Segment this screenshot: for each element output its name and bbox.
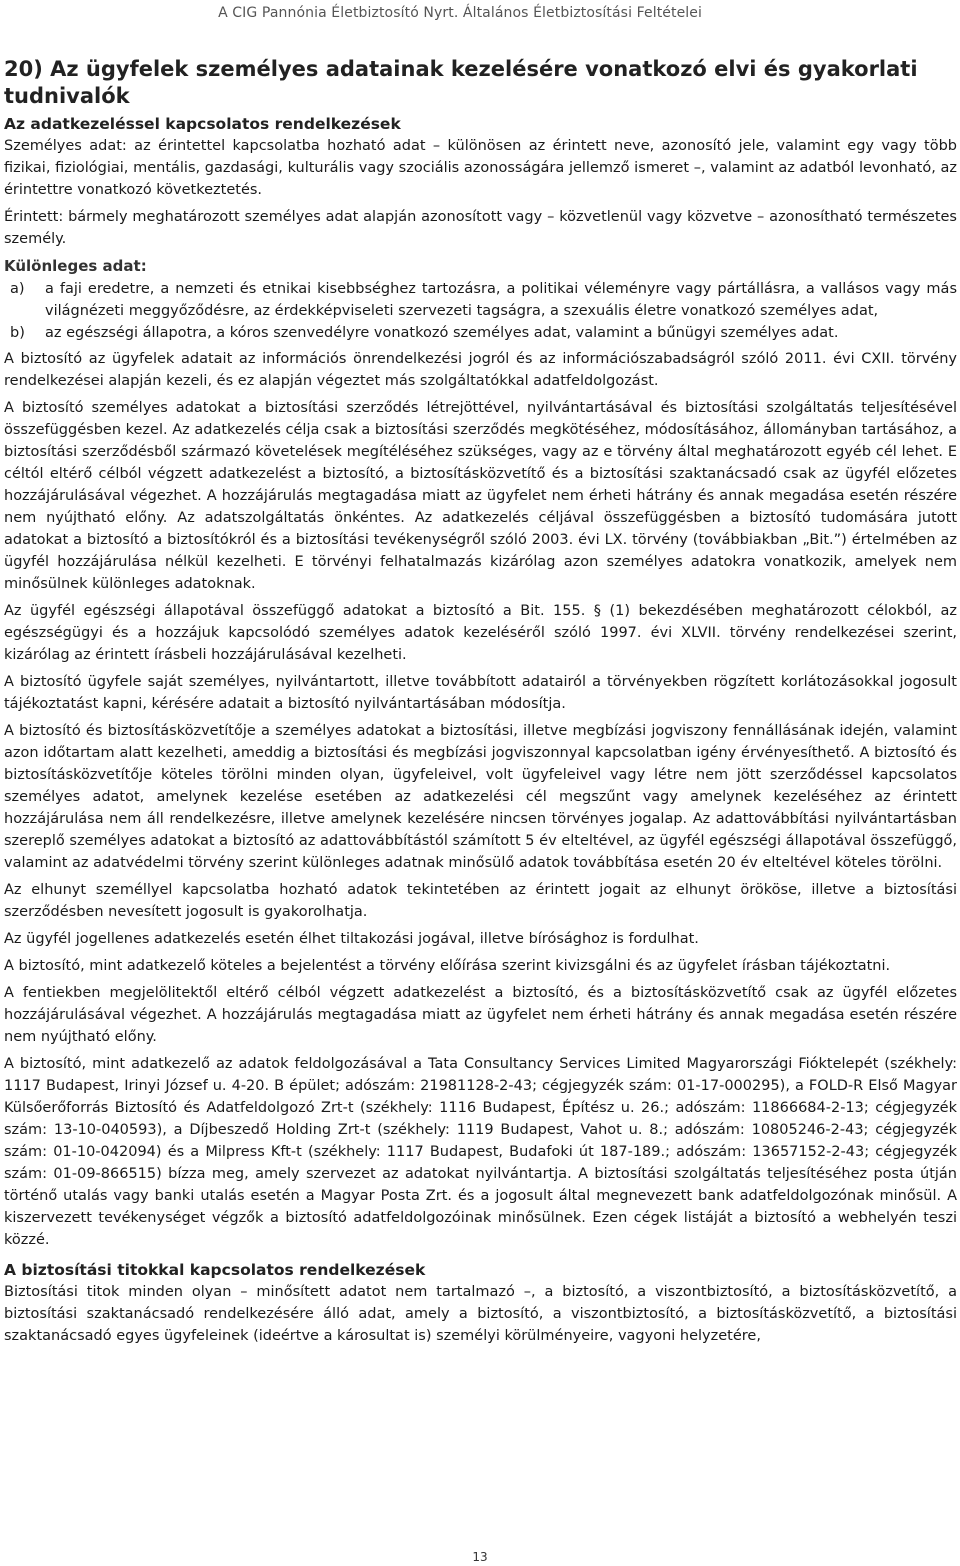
special-data-label: Különleges adat: (4, 257, 147, 275)
section-title: 20) Az ügyfelek személyes adatainak kezelésére vonatkozó elvi és gyakorlati tudnivalók (4, 57, 918, 108)
paragraph-personal-data: Személyes adat: az érintettel kapcsolatba hozható adat – különösen az érintett neve, azonosító jele, valamint egy vagy több fizikai, fiziológiai, mentális, gazdasági, kulturális vagy szociális azonosságára jellemző ismeret –, valamint az adatból levonható, az érintettre vonatkozó következtetés. (4, 138, 957, 198)
paragraph-legal-basis: A biztosító az ügyfelek adatait az információs önrendelkezési jogról és az információszabadságról szóló 2011. évi CXII. törvény rendelkezései alapján kezeli, és ez alapján végeztet más szolgáltatókkal adatfeldolgozást. (4, 351, 957, 389)
list-marker: a) (10, 281, 25, 297)
paragraph-data-subject: Érintett: bármely meghatározott személyes adat alapján azonosított vagy – közvetlenül vagy közvetve – azonosítható természetes személy. (4, 209, 957, 247)
running-header: A CIG Pannónia Életbiztosító Nyrt. Általános Életbiztosítási Feltételei (218, 5, 702, 21)
page-number: 13 (472, 1550, 488, 1564)
paragraph-access-rights: A biztosító ügyfele saját személyes, nyilvántartott, illetve továbbított adatairól a törvényekben rögzített korlátozásokkal jogosult tájékoztatást kapni, kérésére adatait a biztosító nyilvántartásában módosítja. (4, 674, 957, 712)
paragraph-objection: Az ügyfél jogellenes adatkezelés esetén élhet tiltakozási jogával, illetve bírósághoz is fordulhat. (4, 931, 699, 947)
list-item-text: a faji eredetre, a nemzeti és etnikai kisebbséghez tartozásra, a politikai véleményre vagy pártállásra, a vallásos vagy más világnézeti meggyőződésre, az érdekképviseleti szervezeti tagságra, a szexuális életre vonatkozó személyes adat, (45, 281, 957, 319)
paragraph-consent: A fentiekben megjelölitektől eltérő célból végzett adatkezelést a biztosító, és a biztosításközvetítő csak az ügyfél előzetes hozzájárulásával végezhet. A hozzájárulás megtagadása miatt az ügyfelet nem érheti hátrány és annak megadása esetén részére nem nyújtható előny. (4, 985, 957, 1045)
subsection-title-data-handling: Az adatkezeléssel kapcsolatos rendelkezések (4, 115, 401, 133)
list-item-text: az egészségi állapotra, a kóros szenvedélyre vonatkozó személyes adat, valamint a bűnügyi személyes adat. (45, 325, 839, 341)
subsection-title-insurance-secret: A biztosítási titokkal kapcsolatos rendelkezések (4, 1261, 426, 1279)
paragraph-purpose: A biztosító személyes adatokat a biztosítási szerződés létrejöttével, nyilvántartásával és biztosítási szolgáltatás teljesítésével összefüggésben kezel. Az adatkezelés célja csak a biztosítási szerződés megkötéséhez, módosításához, állományban tartásához, a biztosítási szerződésből származó követelések megítéléséhez szükséges, vagy az e törvény által meghatározott egyéb cél lehet. E céltól eltérő célból végzett adatkezelést a biztosító, a biztosításközvetítő és a biztosítási szaktanácsadó csak az ügyfél előzetes hozzájárulásával végezhet. A hozzájárulás megtagadása miatt az ügyfelet nem érheti hátrány és annak megadása esetén részére nem nyújtható előny. Az adatszolgáltatás önkéntes. Az adatkezelés céljával összefüggésben a biztosító tudomására jutott adatokat a biztosító a biztosítókról és a biztosítási tevékenységről szóló 2003. évi LX. törvény (továbbiakban „Bit.”) értelmében az ügyfél hozzájárulása nélkül kezelheti. E törvényi felhatalmazás kizárólag azon személyes adatokra vonatkozik, amelyek nem minősülnek különleges adatoknak. (4, 400, 957, 592)
list-item (4, 322, 957, 344)
list-item (4, 278, 957, 322)
list-marker: b) (10, 325, 25, 341)
paragraph-processors: A biztosító, mint adatkezelő az adatok feldolgozásával a Tata Consultancy Services Limited Magyarországi Fióktelepét (székhely: 1117 Budapest, Irinyi József u. 4-20. B épület; adószám: 21981128-2-43; cégjegyzék szám: 01-17-000295), a FOLD-R Első Magyar Külsőerőforrás Biztosító és Adatfeldolgozó Zrt-t (székhely: 1116 Budapest, Építész u. 26.; adószám: 11866684-2-13; cégjegyzék szám: 13-10-040593), a Díjbeszedő Holding Zrt-t (székhely: 1119 Budapest, Vahot u. 8.; adószám: 10805246-2-43; cégjegyzék szám: 01-10-042094) és a Milpress Kft-t (székhely: 1117 Budapest, Budafoki út 187-189.; adószám: 13657152-2-43; cégjegyzék szám: 01-09-866515) bízza meg, amely szervezet az adatokat nyilvántartja. A biztosítási szolgáltatás teljesítéséhez posta útján történő utalás vagy banki utalás esetén a Magyar Posta Zrt. és a jogosult által megnevezett bank adatfeldolgozónak minősül. A kiszervezett tevékenységet végzők a biztosító adatfeldolgozóinak minősülnek. Ezen cégek listáját a biztosító a webhelyén teszi közzé. (4, 1056, 957, 1248)
special-data-list (4, 278, 957, 344)
document-body (4, 56, 957, 1352)
paragraph-investigation: A biztosító, mint adatkezelő köteles a bejelentést a törvény előírása szerint kivizsgálni és az ügyfelet írásban tájékoztatni. (4, 958, 891, 974)
paragraph-health-data: Az ügyfél egészségi állapotával összefüggő adatokat a biztosító a Bit. 155. § (1) bekezdésében meghatározott célokból, az egészségügyi és a hozzájuk kapcsolódó személyes adatok kezeléséről szóló 1997. évi XLVII. törvény rendelkezései szerint, kizárólag az érintett írásbeli hozzájárulásával kezelheti. (4, 603, 957, 663)
paragraph-deceased: Az elhunyt személlyel kapcsolatba hozható adatok tekintetében az érintett jogait az elhunyt örököse, illetve a biztosítási szerződésben nevesített jogosult is gyakorolhatja. (4, 882, 957, 920)
paragraph-insurance-secret: Biztosítási titok minden olyan – minősített adatot nem tartalmazó –, a biztosító, a viszontbiztosító, a biztosításközvetítő, a biztosítási szaktanácsadó rendelkezésére álló adat, amely a biztosító, a viszontbiztosító, a biztosításközvetítő, a biztosítási szaktanácsadó egyes ügyfeleinek (ideértve a károsultat is) személyi körülményeire, vagyoni helyzetére, (4, 1284, 957, 1344)
paragraph-retention: A biztosító és biztosításközvetítője a személyes adatokat a biztosítási, illetve megbízási jogviszony fennállásának idején, valamint azon időtartam alatt kezelheti, ameddig a biztosítási és megbízási jogviszonnyal kapcsolatban igény érvényesíthető. A biztosító és biztosításközvetítője köteles törölni minden olyan, ügyfeleivel, volt ügyfeleivel vagy létre nem jött szerződéssel kapcsolatos személyes adatot, amelynek kezelése esetében az adatkezelési cél megszűnt vagy amelynek kezeléséhez az érintett hozzájárulása nem áll rendelkezésre, illetve amelynek kezelésére nincsen törvényes jogalap. Az adattovábbítási nyilvántartásban szereplő személyes adatokat a biztosító az adattovábbítástól számított 5 év elteltével, az ügyfél egészségi állapotával összefüggő, valamint az adatvédelmi törvény szerint különleges adatnak minősülő adatok továbbítása esetén 20 év elteltével köteles törölni. (4, 723, 957, 871)
